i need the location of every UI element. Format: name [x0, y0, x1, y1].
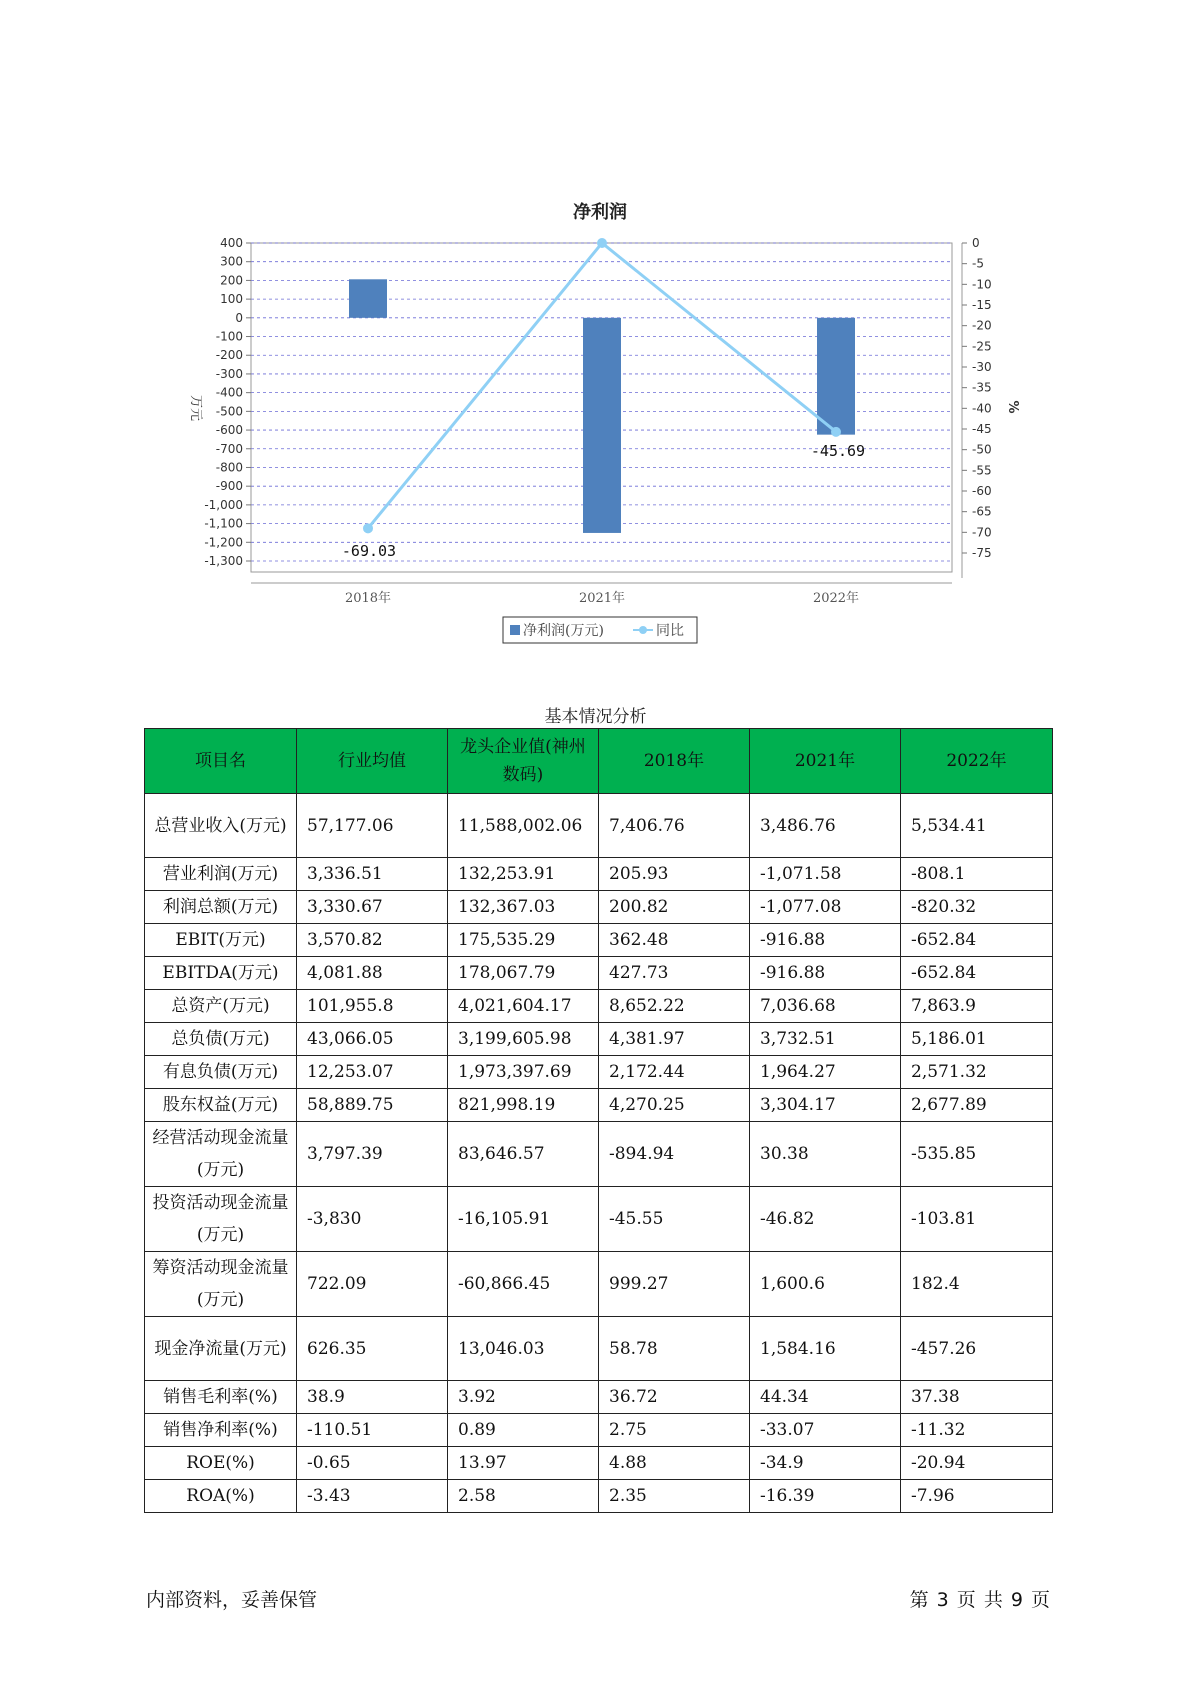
row-label: 现金净流量(万元) [145, 1317, 297, 1381]
table-cell: -535.85 [901, 1122, 1053, 1187]
y-tick-label: -1,000 [204, 497, 243, 512]
legend-bar-swatch [510, 625, 520, 635]
footer-page-number: 第 3 页 共 9 页 [909, 1589, 1051, 1611]
table-cell: 13,046.03 [448, 1317, 599, 1381]
y2-axis-label: % [1005, 400, 1020, 414]
table-cell: 4,270.25 [599, 1089, 750, 1122]
table-row [145, 990, 1053, 1023]
table-cell: 2,571.32 [901, 1056, 1053, 1089]
table-cell: 200.82 [599, 891, 750, 924]
table-cell: -33.07 [750, 1414, 901, 1447]
table-row [145, 1089, 1053, 1122]
table-cell: 3,797.39 [297, 1122, 448, 1187]
table-row [145, 1056, 1053, 1089]
y2-tick-label: -60 [972, 484, 992, 498]
table-cell: 58.78 [599, 1317, 750, 1381]
table-cell: 2.75 [599, 1414, 750, 1447]
table-cell: 178,067.79 [448, 957, 599, 990]
table-cell: 3,732.51 [750, 1023, 901, 1056]
table-cell: -103.81 [901, 1187, 1053, 1252]
table-row [145, 794, 1053, 858]
y-tick-label: -600 [215, 423, 243, 438]
table-row [145, 891, 1053, 924]
y-tick-label: 100 [220, 292, 243, 307]
table-cell: 4,021,604.17 [448, 990, 599, 1023]
table-cell: -34.9 [750, 1447, 901, 1480]
y-tick-label: -200 [215, 348, 243, 363]
table-cell: 3,570.82 [297, 924, 448, 957]
table-cell: 3,304.17 [750, 1089, 901, 1122]
table-cell: -60,866.45 [448, 1252, 599, 1317]
y-tick-label: -1,100 [204, 516, 243, 531]
table-cell: 205.93 [599, 858, 750, 891]
y-tick-label: -900 [215, 479, 243, 494]
y-tick-label: 400 [220, 236, 243, 250]
chart-title: 净利润 [573, 202, 627, 223]
table-cell: -916.88 [750, 924, 901, 957]
table-cell: 626.35 [297, 1317, 448, 1381]
table-cell: 1,964.27 [750, 1056, 901, 1089]
row-label: 销售毛利率(%) [145, 1381, 297, 1414]
table-row [145, 1414, 1053, 1447]
table-cell: 58,889.75 [297, 1089, 448, 1122]
table-row [145, 1023, 1053, 1056]
table-cell: 101,955.8 [297, 990, 448, 1023]
table-cell: 132,253.91 [448, 858, 599, 891]
table-cell: -652.84 [901, 957, 1053, 990]
row-label: EBITDA(万元) [145, 957, 297, 990]
table-cell: -46.82 [750, 1187, 901, 1252]
net-profit-bar [349, 279, 387, 318]
y-tick-label: 200 [220, 273, 243, 288]
table-cell: 7,863.9 [901, 990, 1053, 1023]
header-leader-value: 龙头企业值(神州数码) [448, 729, 599, 794]
table-cell: 3,199,605.98 [448, 1023, 599, 1056]
table-header-row [145, 729, 1053, 794]
table-row [145, 957, 1053, 990]
y-tick-label: -800 [215, 460, 243, 475]
y2-tick-label: -20 [972, 318, 992, 333]
table-cell: -16.39 [750, 1480, 901, 1513]
y-tick-label: -400 [215, 385, 243, 400]
table-cell: 175,535.29 [448, 924, 599, 957]
table-cell: -820.32 [901, 891, 1053, 924]
table-cell: 999.27 [599, 1252, 750, 1317]
table-cell: -457.26 [901, 1317, 1053, 1381]
yoy-point [597, 238, 607, 248]
table-cell: -45.55 [599, 1187, 750, 1252]
net-profit-chart [0, 0, 1191, 660]
y-tick-label: -500 [215, 404, 243, 419]
table-cell: 1,600.6 [750, 1252, 901, 1317]
table-row [145, 1252, 1053, 1317]
header-2018: 2018年 [599, 729, 750, 794]
row-label: 有息负债(万元) [145, 1056, 297, 1089]
table-cell: 427.73 [599, 957, 750, 990]
table-cell: 43,066.05 [297, 1023, 448, 1056]
table-cell: 83,646.57 [448, 1122, 599, 1187]
table-cell: -3,830 [297, 1187, 448, 1252]
table-cell: 1,584.16 [750, 1317, 901, 1381]
y-tick-label: -100 [215, 329, 243, 344]
table-cell: 362.48 [599, 924, 750, 957]
table-cell: 3.92 [448, 1381, 599, 1414]
yoy-point [831, 427, 841, 437]
row-label: 总营业收入(万元) [145, 794, 297, 858]
data-label: -69.03 [341, 542, 397, 560]
table-cell: 2,172.44 [599, 1056, 750, 1089]
row-label: 营业利润(万元) [145, 858, 297, 891]
table-cell: 4,081.88 [297, 957, 448, 990]
table-cell: 3,336.51 [297, 858, 448, 891]
y2-tick-label: 0 [972, 236, 980, 250]
y-tick-label: 300 [220, 254, 243, 269]
table-cell: 11,588,002.06 [448, 794, 599, 858]
x-tick-label: 2022年 [812, 591, 860, 606]
header-2022: 2022年 [901, 729, 1053, 794]
y-axis-label: 万元 [188, 394, 203, 422]
row-label: 筹资活动现金流量(万元) [145, 1252, 297, 1317]
y2-tick-label: -75 [972, 546, 992, 560]
header-industry-avg: 行业均值 [297, 729, 448, 794]
row-label: ROE(%) [145, 1447, 297, 1480]
legend-line-dot [639, 626, 647, 634]
net-profit-bar [817, 318, 855, 435]
y2-tick-label: -15 [972, 298, 992, 312]
table-cell: 5,534.41 [901, 794, 1053, 858]
table-cell: 0.89 [448, 1414, 599, 1447]
table-cell: 1,973,397.69 [448, 1056, 599, 1089]
table-row [145, 1317, 1053, 1381]
table-row [145, 1122, 1053, 1187]
legend-line-label: 同比 [656, 623, 684, 639]
x-tick-label: 2021年 [578, 591, 626, 606]
y-tick-label: -1,200 [204, 535, 243, 550]
yoy-point [363, 523, 373, 533]
y2-tick-label: -55 [972, 463, 992, 478]
row-label: 股东权益(万元) [145, 1089, 297, 1122]
y2-tick-label: -65 [972, 504, 992, 519]
y2-tick-label: -35 [972, 380, 992, 395]
table-cell: -1,077.08 [750, 891, 901, 924]
row-label: EBIT(万元) [145, 924, 297, 957]
net-profit-bar [583, 318, 621, 533]
header-2021: 2021年 [750, 729, 901, 794]
table-cell: -7.96 [901, 1480, 1053, 1513]
table-cell: 3,330.67 [297, 891, 448, 924]
y2-tick-label: -10 [972, 277, 992, 292]
y-tick-label: 0 [235, 310, 243, 325]
y-tick-label: -1,300 [204, 554, 243, 568]
y2-tick-label: -25 [972, 339, 992, 354]
table-cell: -894.94 [599, 1122, 750, 1187]
header-item-name: 项目名 [145, 729, 297, 794]
table-row [145, 1447, 1053, 1480]
table-cell: 722.09 [297, 1252, 448, 1317]
table-title: 基本情况分析 [544, 707, 647, 727]
table-cell: 4,381.97 [599, 1023, 750, 1056]
table-cell: 2.35 [599, 1480, 750, 1513]
table-cell: 2.58 [448, 1480, 599, 1513]
y2-tick-label: -5 [972, 256, 984, 271]
table-row [145, 1381, 1053, 1414]
y2-tick-label: -50 [972, 442, 992, 457]
y-tick-label: -700 [215, 441, 243, 456]
legend-bar-label: 净利润(万元) [523, 623, 604, 639]
table-cell: -1,071.58 [750, 858, 901, 891]
table-cell: 38.9 [297, 1381, 448, 1414]
x-tick-label: 2018年 [344, 591, 392, 606]
row-label: ROA(%) [145, 1480, 297, 1513]
table-cell: 36.72 [599, 1381, 750, 1414]
y2-tick-label: -30 [972, 360, 992, 374]
table-cell: 12,253.07 [297, 1056, 448, 1089]
table-cell: 37.38 [901, 1381, 1053, 1414]
table-cell: -0.65 [297, 1447, 448, 1480]
table-cell: 4.88 [599, 1447, 750, 1480]
table-cell: 5,186.01 [901, 1023, 1053, 1056]
row-label: 总资产(万元) [145, 990, 297, 1023]
row-label: 投资活动现金流量(万元) [145, 1187, 297, 1252]
y2-tick-label: -70 [972, 525, 992, 540]
table-row [145, 1480, 1053, 1513]
row-label: 总负债(万元) [145, 1023, 297, 1056]
table-cell: 2,677.89 [901, 1089, 1053, 1122]
row-label: 经营活动现金流量(万元) [145, 1122, 297, 1187]
table-cell: -652.84 [901, 924, 1053, 957]
table-cell: -16,105.91 [448, 1187, 599, 1252]
row-label: 销售净利率(%) [145, 1414, 297, 1447]
table-cell: 132,367.03 [448, 891, 599, 924]
table-cell: 3,486.76 [750, 794, 901, 858]
table-cell: 7,406.76 [599, 794, 750, 858]
data-label: -45.69 [810, 442, 866, 460]
table-cell: 30.38 [750, 1122, 901, 1187]
basic-analysis-table [144, 728, 1053, 1513]
table-cell: 7,036.68 [750, 990, 901, 1023]
table-cell: 57,177.06 [297, 794, 448, 858]
table-cell: -916.88 [750, 957, 901, 990]
table-row [145, 858, 1053, 891]
footer-confidential-note: 内部资料，妥善保管 [146, 1589, 318, 1611]
table-cell: 13.97 [448, 1447, 599, 1480]
table-cell: -11.32 [901, 1414, 1053, 1447]
table-cell: 821,998.19 [448, 1089, 599, 1122]
row-label: 利润总额(万元) [145, 891, 297, 924]
y2-tick-label: -40 [972, 401, 992, 416]
table-cell: -20.94 [901, 1447, 1053, 1480]
table-cell: 182.4 [901, 1252, 1053, 1317]
y2-tick-label: -45 [972, 422, 992, 436]
table-cell: 44.34 [750, 1381, 901, 1414]
table-cell: -110.51 [297, 1414, 448, 1447]
table-cell: -3.43 [297, 1480, 448, 1513]
y-tick-label: -300 [215, 366, 243, 381]
table-cell: -808.1 [901, 858, 1053, 891]
table-cell: 8,652.22 [599, 990, 750, 1023]
table-row [145, 924, 1053, 957]
table-row [145, 1187, 1053, 1252]
